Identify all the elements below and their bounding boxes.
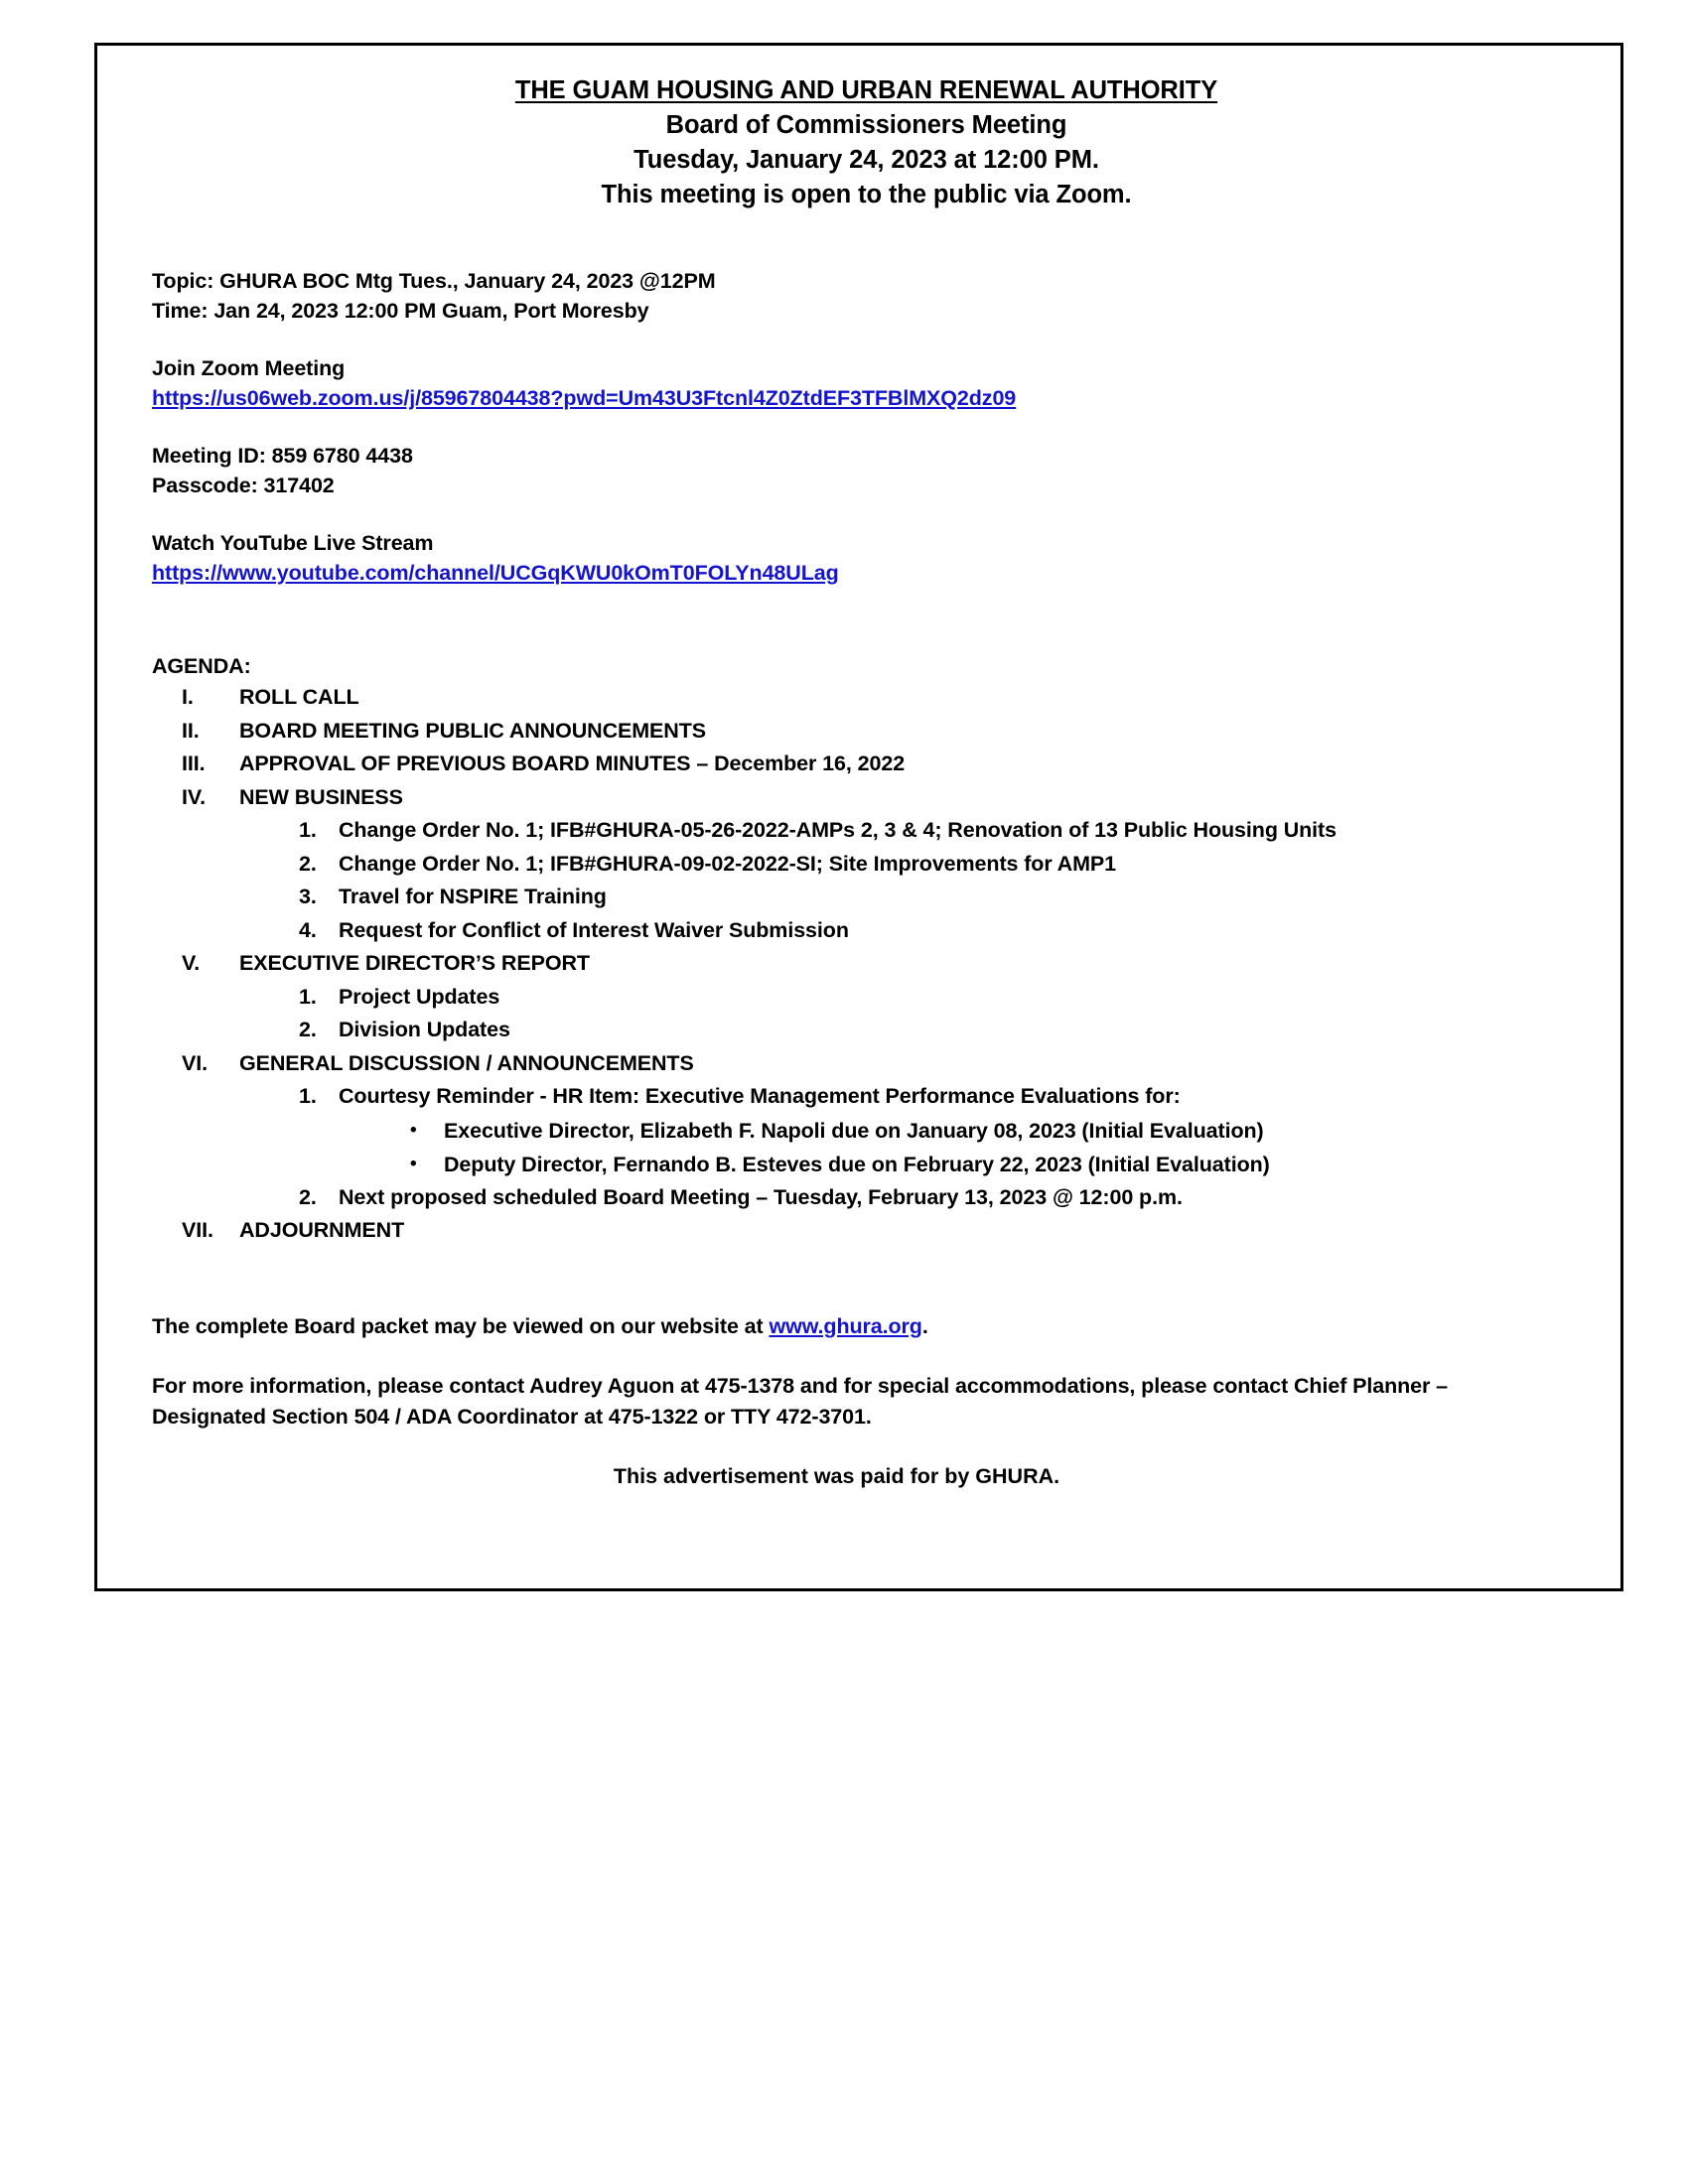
agenda-numeral: III. xyxy=(182,751,206,775)
zoom-join-link-row xyxy=(152,384,1581,414)
agenda-numeral: II. xyxy=(182,718,200,743)
spacer xyxy=(152,413,1581,442)
subitem-label: Request for Conflict of Interest Waiver Submission xyxy=(339,917,849,942)
subitem-label: Division Updates xyxy=(339,1018,510,1041)
public-notice-box xyxy=(94,43,1623,1591)
subitem-marker: 2. xyxy=(299,1018,317,1041)
spacer xyxy=(152,500,1581,529)
subitem-label: Project Updates xyxy=(339,984,500,1009)
agenda-bullet-item xyxy=(152,1148,1581,1181)
agenda-label: BOARD MEETING PUBLIC ANNOUNCEMENTS xyxy=(239,718,706,743)
subitem-label: Change Order No. 1; IFB#GHURA-05-26-2022-AMPs 2, 3 & 4; Renovation of 13 Public Housing Units xyxy=(339,818,1336,842)
spacer xyxy=(152,1433,1581,1461)
zoom-join-link[interactable]: https://us06web.zoom.us/j/85967804438?pwd=Um43U3Ftcnl4Z0ZtdEF3TFBlMXQ2dz09 xyxy=(152,385,1017,410)
agenda-subitem xyxy=(152,981,1581,1015)
contact-info-line-1: For more information, please contact Audrey Aguon at 475-1378 and for special accommodations, please contact Chief Planner – xyxy=(152,1373,1449,1398)
agenda-item-vii xyxy=(152,1214,1581,1248)
agenda-subitem xyxy=(152,1181,1581,1215)
zoom-meeting-id: Meeting ID: 859 6780 4438 xyxy=(152,444,413,468)
agenda-label: EXECUTIVE DIRECTOR’S REPORT xyxy=(239,951,590,975)
subitem-marker: 4. xyxy=(299,917,317,942)
subitem-label: Next proposed scheduled Board Meeting – Tuesday, February 13, 2023 @ 12:00 p.m. xyxy=(339,1184,1183,1209)
agenda-list xyxy=(152,681,1581,1248)
bullet-label: Deputy Director, Fernando B. Esteves due on February 22, 2023 (Initial Evaluation) xyxy=(444,1152,1270,1176)
youtube-channel-link[interactable]: https://www.youtube.com/channel/UCGqKWU0kOmT0FOLYn48ULag xyxy=(152,560,839,585)
youtube-stream-heading: Watch YouTube Live Stream xyxy=(152,531,434,555)
zoom-time: Time: Jan 24, 2023 12:00 PM Guam, Port Moresby xyxy=(152,298,649,323)
contact-info-line-2: Designated Section 504 / ADA Coordinator at 475-1322 or TTY 472-3701. xyxy=(152,1404,872,1429)
agenda-item-v xyxy=(152,947,1581,981)
zoom-passcode: Passcode: 317402 xyxy=(152,473,335,497)
agenda-item-iii xyxy=(152,748,1581,781)
agenda-item-vi xyxy=(152,1047,1581,1081)
subitem-label: Courtesy Reminder - HR Item: Executive Management Performance Evaluations for: xyxy=(339,1084,1181,1108)
bullet-label: Executive Director, Elizabeth F. Napoli due on January 08, 2023 (Initial Evaluation) xyxy=(444,1118,1264,1143)
agenda-subitem xyxy=(152,914,1581,948)
agenda-label: NEW BUSINESS xyxy=(239,784,403,809)
agenda-item-i xyxy=(152,681,1581,715)
spacer xyxy=(152,212,1581,267)
public-access-notice: This meeting is open to the public via Zoom. xyxy=(601,181,1132,208)
agenda-subitem xyxy=(152,848,1581,882)
subitem-marker: 1. xyxy=(299,818,317,842)
agenda-bullet-item xyxy=(152,1114,1581,1148)
agenda-label: ROLL CALL xyxy=(239,685,359,709)
document-header xyxy=(152,73,1581,212)
subitem-label: Travel for NSPIRE Training xyxy=(339,885,607,908)
bullet-icon: • xyxy=(410,1153,417,1174)
agenda-numeral: VII. xyxy=(182,1218,213,1242)
zoom-topic: Topic: GHURA BOC Mtg Tues., January 24, 2023 @12PM xyxy=(152,269,716,293)
agenda-item-iv xyxy=(152,781,1581,815)
subitem-marker: 1. xyxy=(299,984,317,1009)
ghura-website-link[interactable]: www.ghura.org xyxy=(769,1313,922,1338)
agenda-numeral: IV. xyxy=(182,784,207,809)
agenda-numeral: VI. xyxy=(182,1050,208,1075)
agenda-label: ADJOURNMENT xyxy=(239,1218,405,1242)
agenda-numeral: V. xyxy=(182,951,201,975)
subitem-marker: 2. xyxy=(299,851,317,876)
spacer xyxy=(152,588,1581,651)
bullet-icon: • xyxy=(410,1119,417,1141)
organization-name: THE GUAM HOUSING AND URBAN RENEWAL AUTHORITY xyxy=(514,76,1218,104)
agenda-numeral: I. xyxy=(182,685,194,709)
agenda-label: APPROVAL OF PREVIOUS BOARD MINUTES – December 16, 2022 xyxy=(239,751,906,775)
spacer xyxy=(152,1248,1581,1311)
spacer xyxy=(152,1342,1581,1371)
meeting-type: Board of Commissioners Meeting xyxy=(665,111,1067,139)
agenda-subitem xyxy=(152,1080,1581,1114)
board-packet-text: The complete Board packet may be viewed on our website at xyxy=(152,1313,770,1338)
board-packet-note xyxy=(152,1311,1581,1342)
paid-notice-wrapper xyxy=(152,1461,1581,1492)
agenda-heading: AGENDA: xyxy=(152,654,251,678)
agenda-label: GENERAL DISCUSSION / ANNOUNCEMENTS xyxy=(239,1050,694,1075)
agenda-item-ii xyxy=(152,715,1581,749)
youtube-link-row xyxy=(152,559,1581,589)
subitem-marker: 1. xyxy=(299,1084,317,1108)
spacer xyxy=(152,326,1581,354)
subitem-marker: 3. xyxy=(299,885,317,908)
agenda-subitem xyxy=(152,814,1581,848)
meeting-datetime: Tuesday, January 24, 2023 at 12:00 PM. xyxy=(633,146,1099,174)
subitem-marker: 2. xyxy=(299,1184,317,1209)
join-zoom-heading: Join Zoom Meeting xyxy=(152,356,346,380)
board-packet-period: . xyxy=(921,1313,928,1338)
paid-advertisement-notice: This advertisement was paid for by GHURA. xyxy=(613,1463,1060,1488)
agenda-subitem xyxy=(152,881,1581,914)
notice-content xyxy=(127,73,1591,1492)
agenda-subitem xyxy=(152,1014,1581,1047)
subitem-label: Change Order No. 1; IFB#GHURA-09-02-2022-SI; Site Improvements for AMP1 xyxy=(339,851,1117,876)
